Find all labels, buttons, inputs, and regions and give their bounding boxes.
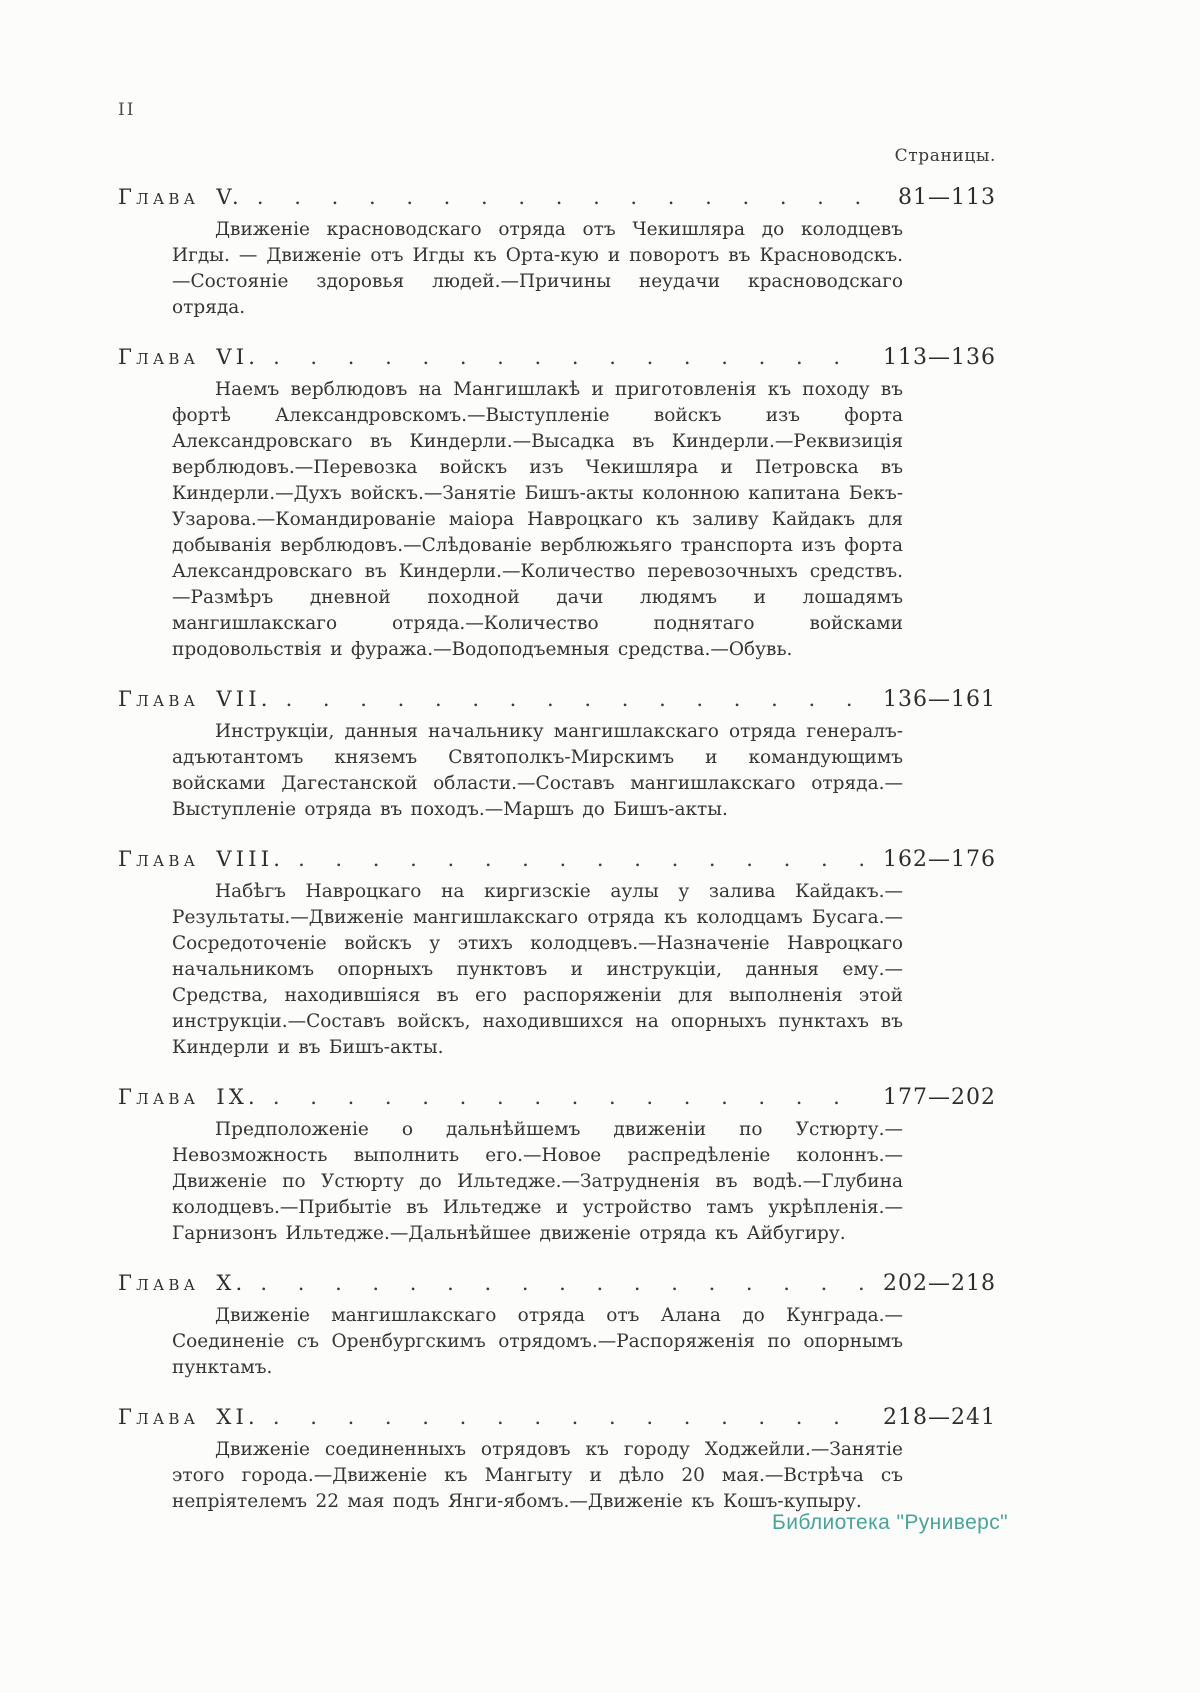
chapter-heading-row: [118, 184, 996, 211]
toc-entry: [118, 344, 996, 663]
chapter-title: Глава VI.: [118, 345, 260, 369]
toc-content: [118, 146, 996, 1515]
toc-entry: [118, 184, 996, 321]
chapter-description: Движеніе красноводскаго отряда отъ Чекишляра до колодцевъ Игды. — Движеніе отъ Игды къ Орта-кую и поворотъ въ Красноводскъ.—Состояніе здоровья людей.—Причины неудачи красноводскаго отряда.: [172, 219, 903, 318]
chapter-description: Инструкціи, данныя начальнику мангишлакскаго отряда генералъ-адъютантомъ княземъ Святополкъ-Мирскимъ и командующимъ войсками Дагестанской области.—Составъ мангишлакскаго отряда.—Выступленіе отряда въ походъ.—Маршъ до Бишъ-акты.: [172, 721, 903, 820]
dot-leader: [273, 1404, 871, 1431]
chapter-heading-row: [118, 1404, 996, 1431]
folio-page-number: II: [118, 100, 136, 120]
chapter-page-range: 162—176: [883, 847, 996, 872]
dot-leader: [257, 184, 886, 211]
pages-column-header: Страницы.: [894, 146, 996, 166]
toc-entry: [118, 1084, 996, 1247]
toc-entry: [118, 1270, 996, 1381]
chapter-heading-row: [118, 1270, 996, 1297]
chapter-page-range: 177—202: [883, 1085, 996, 1110]
chapter-title: Глава XI.: [118, 1405, 259, 1429]
chapter-title: Глава VII.: [118, 687, 272, 711]
dot-leader: [298, 846, 871, 873]
chapter-title: Глава IX.: [118, 1085, 259, 1109]
toc-entry: [118, 686, 996, 823]
chapter-page-range: 218—241: [883, 1405, 996, 1430]
dot-leader: [260, 1270, 871, 1297]
chapter-heading-row: [118, 846, 996, 873]
runivers-watermark: Библиотека "Руниверс": [772, 1511, 1008, 1534]
chapter-heading-row: [118, 344, 996, 371]
chapter-description: Движеніе соединенныхъ отрядовъ къ городу Ходжейли.—Занятіе этого города.—Движеніе къ Мангыту и дѣло 20 мая.—Встрѣча съ непріятелемъ 22 мая подъ Янги-ябомъ.—Движеніе къ Кошъ-купыру.: [172, 1439, 903, 1512]
chapter-title: Глава V.: [118, 185, 243, 209]
chapter-page-range: 81—113: [898, 185, 996, 210]
chapter-description: Наемъ верблюдовъ на Мангишлакѣ и приготовленія къ походу въ фортѣ Александровскомъ.—Выступленіе войскъ изъ форта Александровскаго въ Киндерли.—Высадка въ Киндерли.—Реквизиція верблюдовъ.—Перевозка войскъ изъ Чекишляра и Петровска въ Киндерли.—Духъ войскъ.—Занятіе Бишъ-акты колонною капитана Бекъ-Узарова.—Командированіе маіора Навроцкаго къ заливу Кайдакъ для добыванія верблюдовъ.—Слѣдованіе верблюжьяго транспорта изъ форта Александровскаго въ Киндерли.—Количество перевозочныхъ средствъ.—Размѣръ дневной походной дачи людямъ и лошадямъ мангишлакскаго отряда.—Количество поднятаго войсками продовольствія и фуража.—Водоподъемныя средства.—Обувь.: [172, 379, 903, 660]
dot-leader: [286, 686, 871, 713]
chapter-page-range: 202—218: [883, 1271, 996, 1296]
chapter-title: Глава X.: [118, 1271, 247, 1295]
chapter-page-range: 113—136: [883, 345, 996, 370]
toc-entry: [118, 1404, 996, 1515]
chapter-title: Глава VIII.: [118, 847, 285, 871]
chapter-heading-row: [118, 686, 996, 713]
chapter-description: Движеніе мангишлакскаго отряда отъ Алана до Кунграда.—Соединеніе съ Оренбургскимъ отрядомъ.—Распоряженія по опорнымъ пунктамъ.: [172, 1305, 903, 1378]
chapter-description: Предположеніе о дальнѣйшемъ движеніи по Устюрту.—Невозможность выполнить его.—Новое распредѣленіе колоннъ.—Движеніе по Устюрту до Ильтедже.—Затрудненія въ водѣ.—Глубина колодцевъ.—Прибытіе въ Ильтедже и устройство тамъ укрѣпленія.—Гарнизонъ Ильтедже.—Дальнѣйшее движеніе отряда къ Айбугиру.: [172, 1119, 903, 1244]
chapter-description: Набѣгъ Навроцкаго на киргизскіе аулы у залива Кайдакъ.—Результаты.—Движеніе мангишлакскаго отряда къ колодцамъ Бусага.—Сосредоточеніе войскъ у этихъ колодцевъ.—Назначеніе Навроцкаго начальникомъ опорныхъ пунктовъ и инструкціи, данныя ему.—Средства, находившіяся въ его распоряженіи для выполненія этой инструкціи.—Составъ войскъ, находившихся на опорныхъ пунктахъ въ Киндерли и въ Бишъ-акты.: [172, 881, 903, 1058]
dot-leader: [273, 344, 871, 371]
chapter-page-range: 136—161: [883, 687, 996, 712]
toc-entry: [118, 846, 996, 1061]
toc-entries: [118, 184, 996, 1515]
dot-leader: [273, 1084, 871, 1111]
chapter-heading-row: [118, 1084, 996, 1111]
